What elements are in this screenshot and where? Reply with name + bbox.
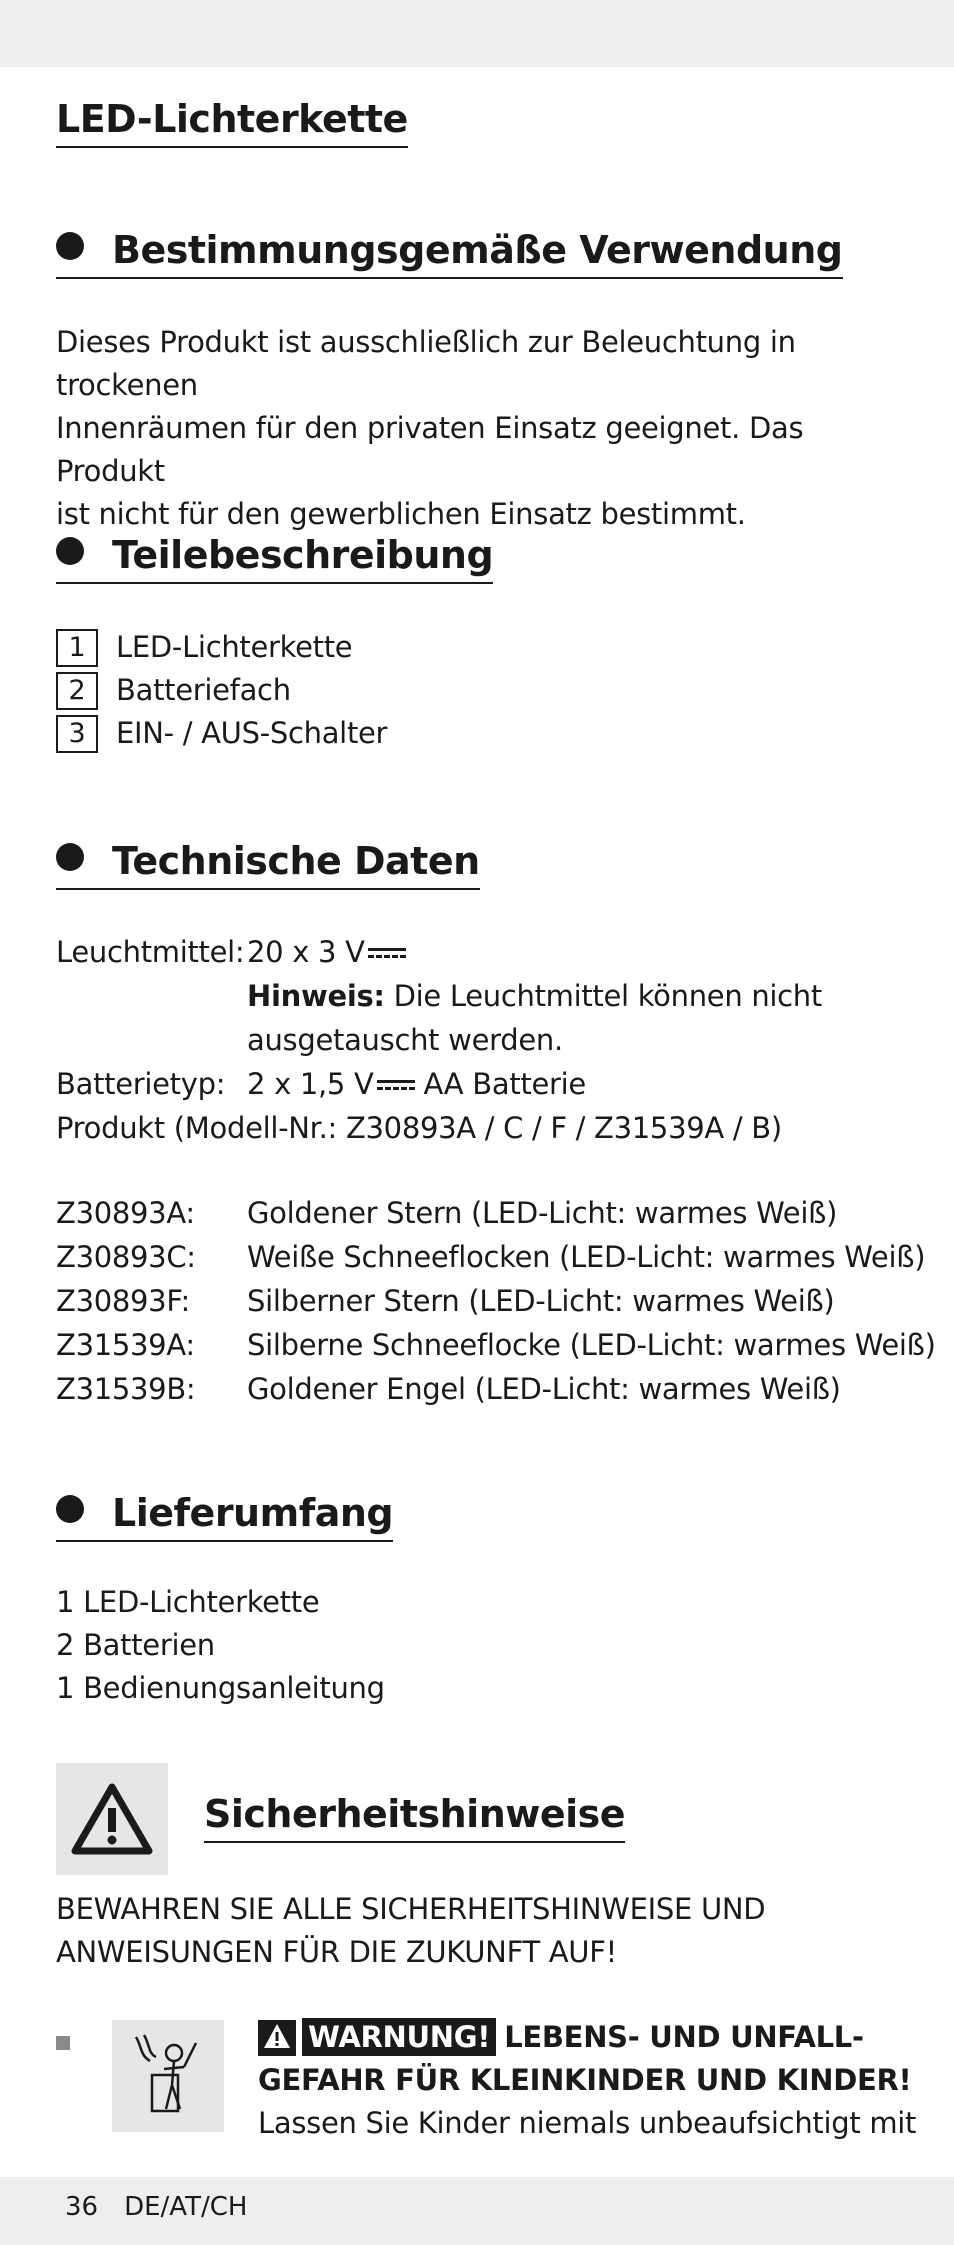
tech-specs: [56, 930, 822, 1150]
bullet-dot: [56, 843, 84, 871]
list-item: [56, 712, 387, 755]
spec-row-lamp: [56, 930, 822, 974]
model-row: [56, 1279, 936, 1323]
caps-line: BEWAHREN SIE ALLE SICHERHEITSHINWEISE UND: [56, 1892, 766, 1926]
model-list: [56, 1191, 936, 1411]
section-intended-use-heading: [56, 225, 843, 279]
warning-triangle-icon: [70, 1782, 154, 1856]
warning-badge-icon: [258, 2020, 296, 2056]
spec-value: [247, 930, 406, 974]
part-number-box: 2: [56, 672, 98, 710]
list-item: 1 LED-Lichterkette: [56, 1585, 320, 1619]
page-footer: [65, 2192, 247, 2222]
region-code: DE/AT/CH: [124, 2192, 248, 2222]
note-label: Hinweis:: [247, 979, 385, 1013]
model-code: Z30893F:: [56, 1284, 190, 1318]
model-desc: Silberne Schneeflocke (LED-Licht: warmes Weiß): [247, 1328, 936, 1362]
spec-row-note-cont: [56, 1018, 822, 1062]
model-desc: Silberner Stern (LED-Licht: warmes Weiß): [247, 1284, 835, 1318]
model-row: [56, 1191, 936, 1235]
parts-list: [56, 626, 387, 755]
model-row: [56, 1235, 936, 1279]
note: [247, 974, 822, 1018]
paragraph-line: Dieses Produkt ist ausschließlich zur Beleuchtung in trockenen: [56, 325, 796, 402]
model-code: Z30893A:: [56, 1196, 195, 1230]
paragraph-line: ist nicht für den gewerblichen Einsatz bestimmt.: [56, 497, 746, 531]
page-number: 36: [65, 2192, 99, 2222]
heading-text: Teilebeschreibung: [112, 533, 494, 577]
battery-value: 2 x 1,5 V: [247, 1067, 374, 1101]
note-text-cont: ausgetauscht werden.: [247, 1023, 563, 1057]
warning-triangle-box: [56, 1763, 168, 1875]
spec-value: [247, 1062, 586, 1106]
child-warning-box: [112, 2020, 224, 2132]
bullet-dot: [56, 1495, 84, 1523]
part-number-box: 3: [56, 715, 98, 753]
part-label: EIN- / AUS-Schalter: [116, 716, 388, 750]
warning-heading: [258, 2016, 918, 2059]
model-row: [56, 1367, 936, 1411]
safety-caps-text: [56, 1888, 765, 1974]
warning-head-line1: LEBENS- UND UNFALL-: [504, 2020, 864, 2054]
list-item: [56, 669, 387, 712]
section-parts-heading: [56, 530, 493, 584]
heading-text: Lieferumfang: [112, 1491, 394, 1535]
spec-row-battery: [56, 1062, 822, 1106]
caps-line: ANWEISUNGEN FÜR DIE ZUKUNFT AUF!: [56, 1935, 617, 1969]
model-code: Z30893C:: [56, 1240, 196, 1274]
square-bullet-icon: [56, 2036, 70, 2050]
list-item: 1 Bedienungsanleitung: [56, 1671, 385, 1705]
warning-badge: WARNUNG!: [302, 2018, 496, 2056]
delivery-list: [56, 1581, 385, 1710]
spec-label: Leuchtmittel:: [56, 935, 245, 969]
heading-text: Bestimmungsgemäße Verwendung: [112, 228, 843, 272]
paragraph-line: Innenräumen für den privaten Einsatz geeignet. Das Produkt: [56, 411, 804, 488]
dc-symbol-icon: [377, 1080, 415, 1090]
part-label: LED-Lichterkette: [116, 630, 353, 664]
model-row: [56, 1323, 936, 1367]
product-line: Produkt (Modell-Nr.: Z30893A / C / F / Z31539A / B): [56, 1111, 782, 1145]
model-desc: Goldener Stern (LED-Licht: warmes Weiß): [247, 1196, 838, 1230]
heading-text: Technische Daten: [112, 839, 480, 883]
part-label: Batteriefach: [116, 673, 291, 707]
section-delivery-heading: [56, 1488, 393, 1542]
lamp-value: 20 x 3 V: [247, 935, 365, 969]
part-number-box: 1: [56, 629, 98, 667]
warning-block: [258, 2016, 918, 2145]
model-desc: Goldener Engel (LED-Licht: warmes Weiß): [247, 1372, 841, 1406]
bullet-dot: [56, 232, 84, 260]
child-climbing-icon: [130, 2033, 206, 2119]
document-title: LED-Lichterkette: [56, 94, 408, 148]
list-item: [56, 626, 387, 669]
note-text: Die Leuchtmittel können nicht: [384, 979, 822, 1013]
intended-use-paragraph: [56, 321, 906, 536]
warning-text: Lassen Sie Kinder niemals unbeaufsichtigt mit: [258, 2106, 917, 2140]
safety-heading: Sicherheitshinweise: [204, 1789, 625, 1843]
warning-head-line2: GEFAHR FÜR KLEINKINDER UND KINDER!: [258, 2063, 912, 2097]
model-code: Z31539B:: [56, 1372, 196, 1406]
spec-label: Batterietyp:: [56, 1067, 226, 1101]
dc-symbol-icon: [368, 948, 406, 958]
model-code: Z31539A:: [56, 1328, 195, 1362]
spec-row-product: [56, 1106, 822, 1150]
bullet-dot: [56, 537, 84, 565]
top-band: [0, 0, 954, 67]
model-desc: Weiße Schneeflocken (LED-Licht: warmes Weiß): [247, 1240, 926, 1274]
section-tech-heading: [56, 836, 480, 890]
spec-row-note: [56, 974, 822, 1018]
battery-type: AA Batterie: [414, 1067, 586, 1101]
list-item: 2 Batterien: [56, 1628, 215, 1662]
